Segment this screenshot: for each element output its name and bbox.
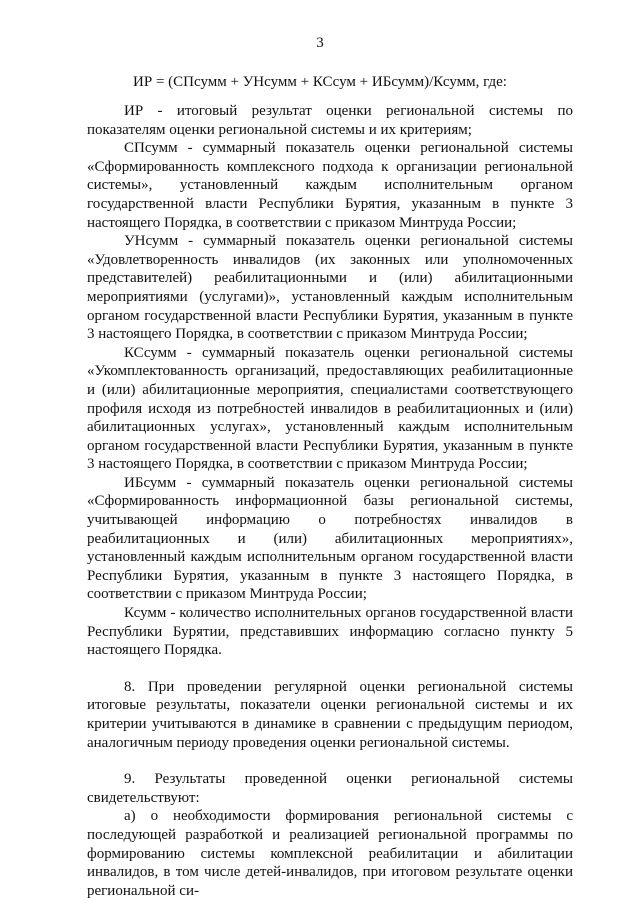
definition-ib: ИБсумм - суммарный показатель оценки региональной системы «Сформированность информационной базы региональной системы, учитывающей информацию о потребностях инвалидов в реабилитационных и (или) абилитационных мероприятиях», установленный каждым исполнительным органом государственной власти Республики Бурятия, указанным в пункте 3 настоящего Порядка, в соответствии с приказом Минтруда России;	[87, 474, 573, 603]
paragraph-gap	[87, 660, 573, 678]
definition-ir: ИР - итоговый результат оценки региональной системы по показателям оценки региональной системы и их критериям;	[87, 103, 573, 138]
item-9a: а) о необходимости формирования региональной системы с последующей разработкой и реализацией региональной программы по формированию системы комплексной реабилитации и абилитации инвалидов, в том числе детей-инвалидов, при итоговом результате оценки региональной си-	[87, 808, 573, 899]
definition-k: Ксумм - количество исполнительных органов государственной власти Республики Бурятии, представивших информацию согласно пункту 5 настоящего Порядка.	[87, 605, 573, 659]
definition-ks: КСсумм - суммарный показатель оценки региональной системы «Укомплектованность организаций, предоставляющих реабилитационные и (или) абилитационные мероприятия, специалистами соответствующего профиля исходя из потребностей инвалидов в реабилитационных и (или) абилитационных услугах», установленный каждым исполнительным органом государственной власти Республики Бурятия, указанным в пункте 3 настоящего Порядка, в соответствии с приказом Минтруда России;	[87, 344, 573, 473]
definition-un: УНсумм - суммарный показатель оценки региональной системы «Удовлетворенность инвалидов (их законных или уполномоченных представителей) реабилитационными и (или) абилитационными мероприятиями (услугами)», установленный каждым исполнительным органом государственной власти Республики Бурятия, указанным в пункте 3 настоящего Порядка, в соответствии с приказом Минтруда России;	[87, 233, 573, 343]
page-number: 3	[316, 35, 324, 51]
item-8: 8. При проведении регулярной оценки региональной системы итоговые результаты, показатели оценки региональной системы и их критерии учитываются в динамике в сравнении с предыдущим периодом, аналогичным периоду проведения оценки региональной системы.	[87, 678, 573, 751]
item-9: 9. Результаты проведенной оценки региональной системы свидетельствуют:	[87, 771, 573, 806]
paragraph-gap	[87, 752, 573, 770]
document-body	[87, 102, 573, 900]
formula: ИР = (СПсумм + УНсумм + КСсум + ИБсумм)/Ксумм, где:	[133, 74, 507, 90]
definition-sp: СПсумм - суммарный показатель оценки региональной системы «Сформированность комплексного подхода к организации региональной системы», установленный каждым исполнительным органом государственной власти Республики Бурятия, указанным в пункте 3 настоящего Порядка, в соответствии с приказом Минтруда России;	[87, 140, 573, 231]
